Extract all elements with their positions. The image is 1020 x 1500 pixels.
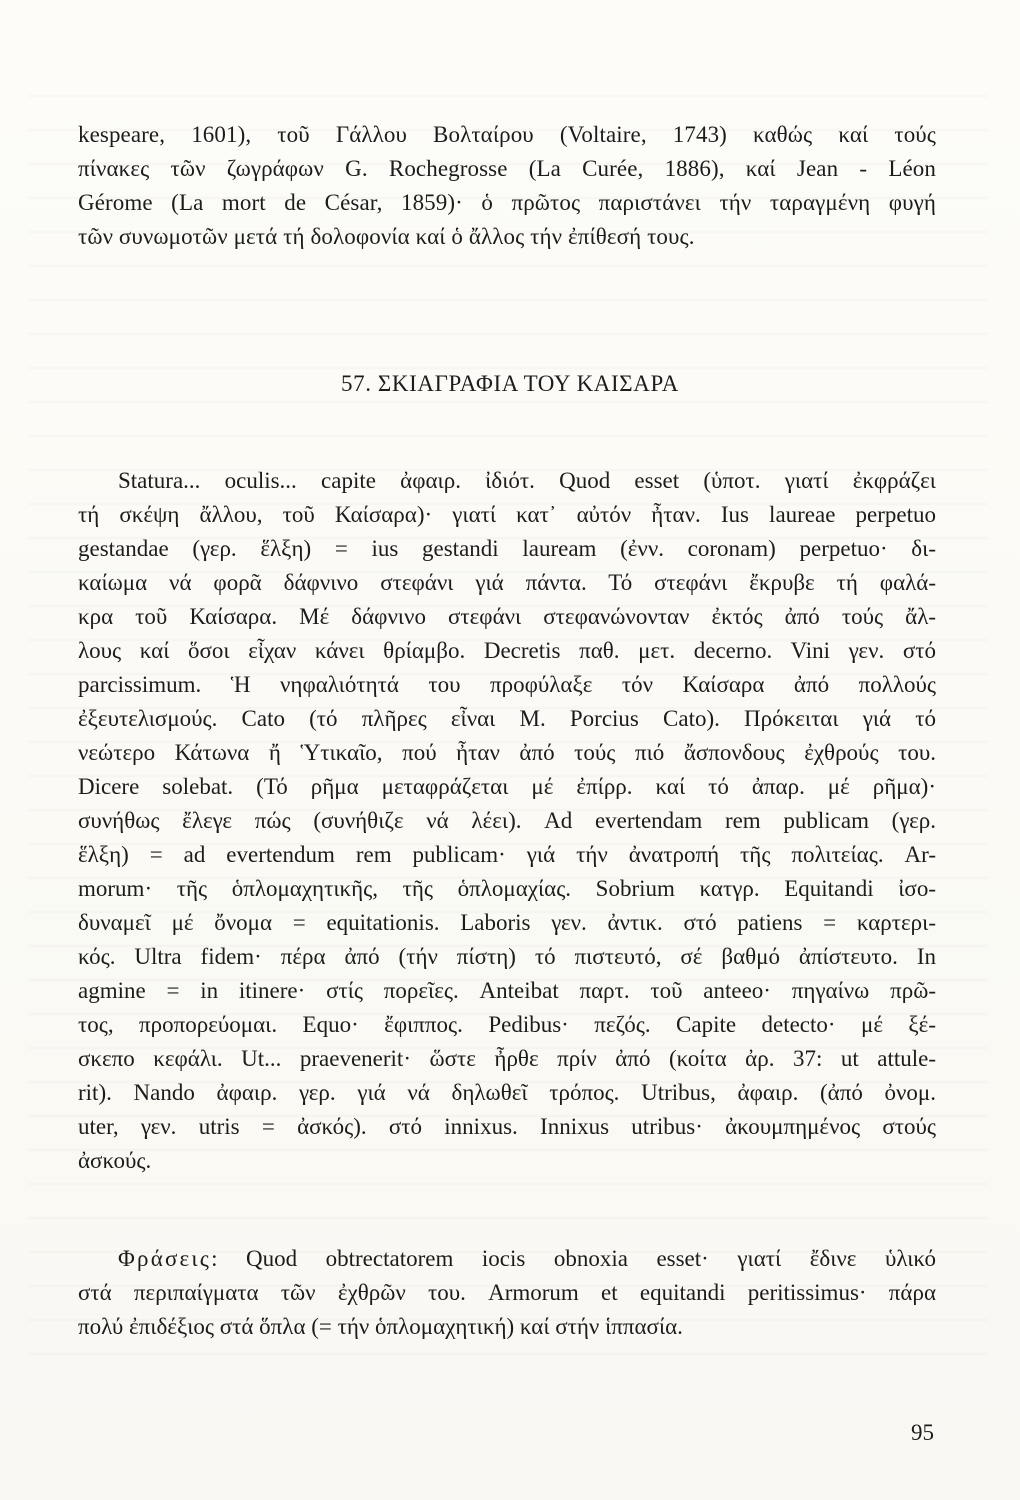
body-line: ἕλξη) = ad evertendum rem publicam· γιά τήν ἀνατροπή τῆς πολιτείας. Ar- [78, 842, 936, 867]
body-line: rit). Nando ἀφαιρ. γερ. γιά νά δηλωθεῖ τρόπος. Utribus, ἀφαιρ. (ἀπό ὀνομ. [78, 1080, 936, 1105]
page-number: 95 [911, 1420, 934, 1445]
phrases-first-line [78, 1242, 936, 1276]
body-line: ἀσκούς. [78, 1148, 152, 1173]
body-line: σκεπο κεφάλι. Ut... praevenerit· ὥστε ἦρθε πρίν ἀπό (κοίτα ἀρ. 37: ut attule- [78, 1046, 936, 1071]
body-line: Statura... oculis... capite ἀφαιρ. ἰδιότ. Quod esset (ὑποτ. γιατί ἐκφράζει [118, 468, 936, 493]
phrases-label: Φράσεις [118, 1246, 212, 1271]
body-line: morum· τῆς ὁπλομαχητικῆς, τῆς ὁπλομαχίας. Sobrium κατγρ. Equitandi ἰσο- [78, 876, 936, 901]
body-line: uter, γεν. utris = ἀσκός). στό innixus. Innixus utribus· ἀκουμπημένος στούς [78, 1114, 936, 1139]
body-line: δυναμεῖ μέ ὄνομα = equitationis. Laboris γεν. ἀντικ. στό patiens = καρτερι- [78, 910, 936, 935]
body-line: gestandae (γερ. ἕλξη) = ius gestandi lauream (ἐνν. coronam) perpetuo· δι- [78, 536, 936, 561]
body-line: κρα τοῦ Καίσαρα. Μέ δάφνινο στεφάνι στεφανώνονταν ἐκτός ἀπό τούς ἄλ- [78, 604, 936, 629]
body-line: Dicere solebat. (Τό ρῆμα μεταφράζεται μέ ἐπίρρ. καί τό ἀπαρ. μέ ρῆμα)· [78, 774, 936, 799]
body-line: λους καί ὅσοι εἶχαν κάνει θρίαμβο. Decretis παθ. μετ. decerno. Vini γεν. στό [78, 638, 936, 663]
section-heading: 57. ΣΚΙΑΓΡΑΦΙΑ ΤΟΥ ΚΑΙΣΑΡΑ [341, 371, 679, 396]
body-line: parcissimum. Ἡ νηφαλιότητά του προφύλαξε τόν Καίσαρα ἀπό πολλούς [78, 672, 936, 697]
body-line: τος, προπορεύομαι. Equo· ἔφιππος. Pedibus· πεζός. Capite detecto· μέ ξέ- [78, 1012, 936, 1037]
body-line: ἐξευτελισμούς. Cato (τό πλῆρες εἶναι Μ. Porcius Cato). Πρόκειται γιά τό [78, 706, 936, 731]
body-line: τή σκέψη ἄλλου, τοῦ Καίσαρα)· γιατί κατ᾽ αὐτόν ἦταν. Ius laureae perpetuo [78, 502, 936, 527]
commentary-body [78, 464, 936, 1178]
body-line: καίωμα νά φορᾶ δάφνινο στεφάνι γιά πάντα. Τό στεφάνι ἔκρυβε τή φαλά- [78, 570, 936, 595]
phrases-first-text: : Quod obtrectatorem iocis obnoxia esset· γιατί ἔδινε ὑλικό [211, 1246, 936, 1271]
intro-paragraph [78, 118, 936, 254]
body-line: συνήθως ἔλεγε πώς (συνήθιζε νά λέει). Ad evertendam rem publicam (γερ. [78, 808, 936, 833]
intro-line: πίνακες τῶν ζωγράφων G. Rochegrosse (La Curée, 1886), καί Jean - Léon [78, 156, 936, 181]
intro-line: τῶν συνωμοτῶν μετά τή δολοφονία καί ὁ ἄλλος τήν ἐπίθεσή τους. [78, 224, 695, 249]
phrases-line: στά περιπαίγματα τῶν ἐχθρῶν του. Armorum et equitandi peritissimus· πάρα [78, 1280, 936, 1305]
intro-line: Gérome (La mort de César, 1859)· ὁ πρῶτος παριστάνει τήν ταραγμένη φυγή [78, 190, 936, 215]
body-line: νεώτερο Κάτωνα ἤ Ὑτικαῖο, πού ἦταν ἀπό τούς πιό ἄσπονδους ἐχθρούς του. [78, 740, 936, 765]
body-line: agmine = in itinere· στίς πορεῖες. Anteibat παρτ. τοῦ anteeo· πηγαίνω πρῶ- [78, 978, 936, 1003]
intro-line: kespeare, 1601), τοῦ Γάλλου Βολταίρου (Voltaire, 1743) καθώς καί τούς [78, 122, 936, 147]
phrases-line: πολύ ἐπιδέξιος στά ὅπλα (= τήν ὁπλομαχητική) καί στήν ἱππασία. [78, 1314, 683, 1339]
body-line: κός. Ultra fidem· πέρα ἀπό (τήν πίστη) τό πιστευτό, σέ βαθμό ἀπίστευτο. In [78, 944, 936, 969]
phrases-paragraph [78, 1242, 936, 1344]
